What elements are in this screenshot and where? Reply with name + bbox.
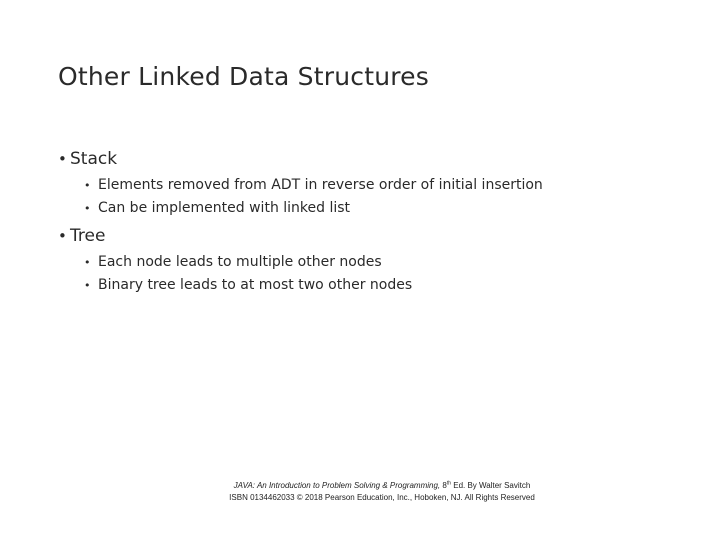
sub-bullet-text: Each node leads to multiple other nodes [98,254,382,270]
slide-footer [182,480,582,504]
bullet-icon: • [58,227,67,245]
footer-book-title: JAVA: An Introduction to Problem Solving & Programming, [233,481,441,490]
bullet-tree-label: Tree [70,226,106,246]
bullet-icon: • [84,179,91,192]
footer-edition-suffix: th [446,480,452,487]
sub-bullet-text: Can be implemented with linked list [98,200,351,216]
bullet-icon: • [84,256,91,269]
sub-bullet [84,274,412,297]
bullet-icon: • [84,202,91,215]
footer-citation [182,480,582,492]
footer-edition-author: Ed. By Walter Savitch [451,481,531,490]
sub-bullet [84,197,543,220]
sub-list-stack [58,174,543,220]
bullet-tree [58,225,412,247]
footer-copyright: ISBN 0134462033 © 2018 Pearson Education, Inc., Hoboken, NJ. All Rights Reserved [229,493,535,502]
bullet-section-stack [58,148,543,220]
sub-list-tree [58,251,412,297]
bullet-section-tree [58,225,412,297]
sub-bullet [84,174,543,197]
bullet-stack-label: Stack [70,149,118,169]
bullet-icon: • [58,150,67,168]
sub-bullet-text: Elements removed from ADT in reverse order of initial insertion [98,177,543,193]
bullet-stack [58,148,543,170]
bullet-icon: • [84,279,91,292]
slide-title: Other Linked Data Structures [58,62,429,91]
sub-bullet [84,251,412,274]
footer-edition-number: 8 [442,481,447,490]
sub-bullet-text: Binary tree leads to at most two other nodes [98,277,413,293]
